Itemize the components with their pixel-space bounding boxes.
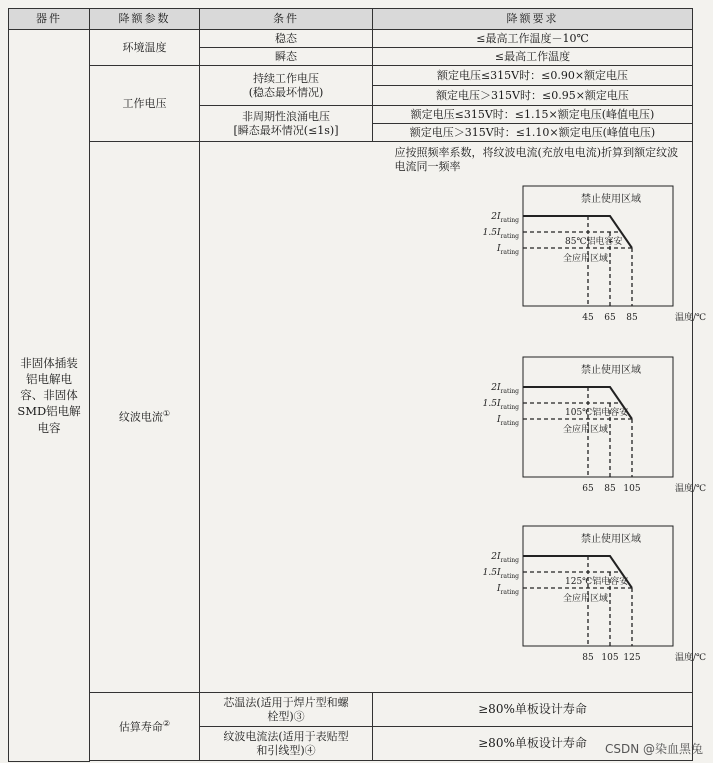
device-name: 非固体插装铝电解电容、非固体SMD铝电解电容 (9, 30, 90, 762)
ripple-left-blank (200, 142, 373, 693)
param-ripple: 纹波电流① (90, 142, 200, 693)
chart-0-xtick-1: 65 (603, 312, 616, 323)
chart-2-xtick-1: 105 (600, 652, 619, 663)
chart-1-ytick-2: $I_{rating}$ (496, 414, 519, 427)
chart-2-xtick-0: 85 (581, 652, 594, 663)
chart-2-forbidden-label: 禁止使用区域 (580, 533, 641, 545)
cond-transient: 瞬态 (200, 48, 373, 66)
header-device: 器件 (9, 9, 90, 30)
chart-0-xtick-2: 85 (625, 312, 638, 323)
param-env-temp: 环境温度 (90, 30, 200, 66)
ripple-chart-cell (373, 142, 706, 693)
chart-0-xtick-0: 45 (581, 312, 594, 323)
param-life: 估算寿命② (90, 693, 200, 761)
chart-2-ytick-1: $1.5I_{rating}$ (482, 567, 519, 580)
header-condition: 条件 (200, 9, 373, 30)
ripple-note: 应按照频率系数，将纹波电流(充放电电流)折算到额定纹波电流同一频率 (394, 146, 679, 173)
chart-2-ytick-0: $2I_{rating}$ (490, 551, 519, 564)
chart-1-xtick-2: 105 (622, 483, 641, 494)
chart-1-safe-label: 全应用区域 (562, 424, 608, 435)
chart-0-xlabel: 温度/℃ (674, 312, 706, 323)
cond-continuous-voltage: 持续工作电压 (稳态最坏情况) (200, 66, 373, 106)
cond-steady: 稳态 (200, 30, 373, 48)
chart-0-safe-label: 全应用区域 (562, 253, 608, 264)
chart-0-title: 85℃铝电容安 (564, 236, 623, 247)
cond-ripple-method: 纹波电流法(适用于表贴型 和引线型)④ (200, 727, 373, 761)
req-ripple-method: ≥80%单板设计寿命 (373, 727, 693, 761)
header-requirement: 降额要求 (373, 9, 693, 30)
req-continuous-2: 额定电压＞315V时：≤0.95×额定电压 (373, 86, 693, 106)
ripple-charts (373, 174, 706, 689)
chart-0-forbidden-label: 禁止使用区域 (580, 193, 641, 205)
chart-1-ytick-1: $1.5I_{rating}$ (482, 398, 519, 411)
derating-table-container (8, 8, 706, 762)
req-surge-2: 额定电压＞315V时：≤1.10×额定电压(峰值电压) (373, 124, 693, 142)
cond-surge-voltage: 非周期性浪涌电压 [瞬态最坏情况(≤1s)] (200, 106, 373, 142)
chart-1-xtick-0: 65 (581, 483, 594, 494)
req-transient: ≤最高工作温度 (373, 48, 693, 66)
chart-1-ytick-0: $2I_{rating}$ (490, 382, 519, 395)
header-param: 降额参数 (90, 9, 200, 30)
chart-0-ytick-2: $I_{rating}$ (496, 243, 519, 256)
req-surge-1: 额定电压≤315V时：≤1.15×额定电压(峰值电压) (373, 106, 693, 124)
chart-0-ytick-0: $2I_{rating}$ (490, 211, 519, 224)
chart-1-xtick-1: 85 (603, 483, 616, 494)
chart-1-title: 105℃铝电容安 (564, 407, 628, 418)
chart-2-xlabel: 温度/℃ (674, 652, 706, 663)
req-core-temp: ≥80%单板设计寿命 (373, 693, 693, 727)
param-voltage: 工作电压 (90, 66, 200, 142)
chart-1-forbidden-label: 禁止使用区域 (580, 364, 641, 376)
watermark: CSDN @染血黑兔 (604, 742, 703, 756)
header-row (9, 9, 693, 30)
chart-2-ytick-2: $I_{rating}$ (496, 583, 519, 596)
derating-table (8, 8, 706, 762)
req-steady: ≤最高工作温度－10℃ (373, 30, 693, 48)
chart-2-safe-label: 全应用区域 (562, 593, 608, 604)
req-continuous-1: 额定电压≤315V时：≤0.90×额定电压 (373, 66, 693, 86)
chart-1-xlabel: 温度/℃ (674, 483, 706, 494)
cond-core-temp: 芯温法(适用于焊片型和螺 栓型)③ (200, 693, 373, 727)
chart-0-ytick-1: $1.5I_{rating}$ (482, 227, 519, 240)
chart-2-title: 125℃铝电容安 (564, 576, 628, 587)
chart-2-xtick-2: 125 (622, 652, 641, 663)
